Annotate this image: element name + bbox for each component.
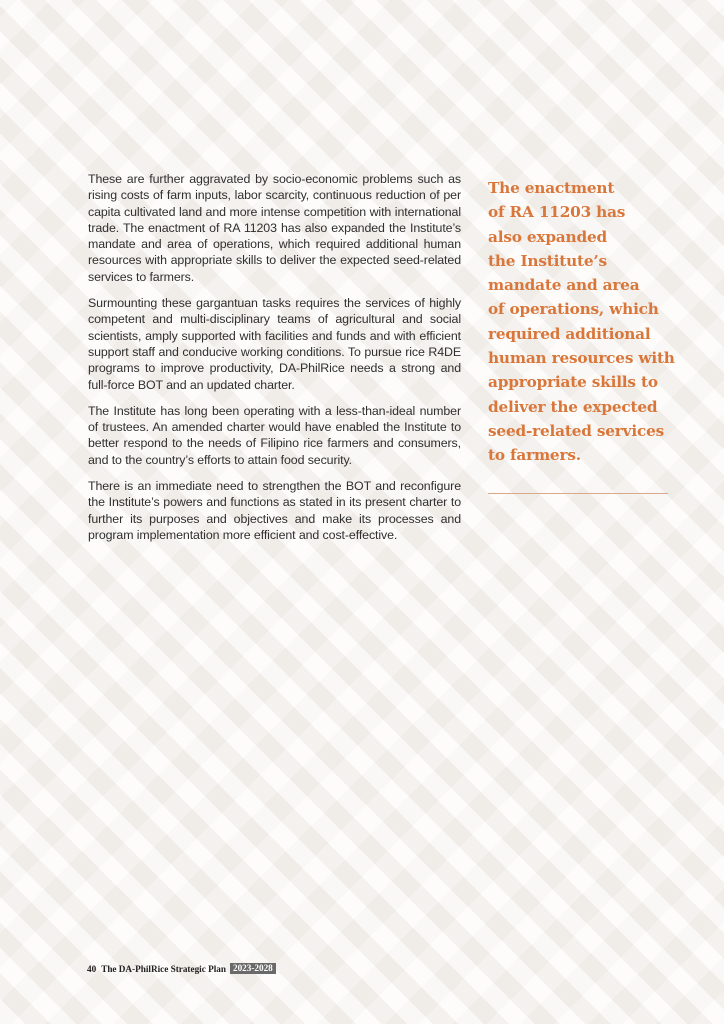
pull-quote-line: required additional — [488, 324, 651, 343]
pull-quote-line: of operations, which — [488, 300, 659, 319]
pull-quote-line: the Institute’s — [488, 251, 607, 270]
pull-quote-line: appropriate skills to — [488, 373, 658, 392]
body-paragraph: The Institute has long been operating with a less-than-ideal number of trustees. An amended charter would have enabled the Institute to better respond to the needs of Filipino rice farmers and consumers, and to the country’s efforts to attain food security. — [88, 403, 461, 467]
pull-quote-line: The enactment — [488, 179, 615, 197]
pull-quote — [488, 176, 673, 468]
body-paragraph: These are further aggravated by socio-economic problems such as rising costs of farm inputs, labor scarcity, continuous reduction of per capita cultivated land and more intense competition with international trade. The enactment of RA 11203 has also expanded the Institute’s mandate and area of operations, which required additional human resources with appropriate skills to deliver the expected seed-related services to farmers. — [88, 172, 461, 284]
plan-years-badge: 2023-2028 — [230, 963, 276, 974]
pull-quote-line: to farmers. — [488, 446, 581, 465]
pull-quote-line: of RA 11203 has — [488, 203, 626, 222]
pull-quote-divider — [488, 493, 668, 494]
pull-quote-line: also expanded — [488, 227, 607, 246]
pull-quote-line: seed-related services — [488, 421, 665, 440]
pull-quote-line: human resources with — [488, 349, 675, 368]
pull-quote-line: deliver the expected — [488, 397, 658, 416]
page-number: 40 — [87, 963, 97, 974]
pull-quote-line: mandate and area — [488, 276, 640, 295]
body-paragraph: There is an immediate need to strengthen the BOT and reconfigure the Institute’s powers and functions as stated in its present charter to further its purposes and objectives and make its processes and program implementation more efficient and cost-effective. — [88, 479, 461, 542]
page-footer — [87, 963, 276, 974]
body-text-column — [88, 171, 461, 553]
body-paragraph: Surmounting these gargantuan tasks requires the services of highly competent and multi-disciplinary teams of agricultural and social scientists, amply supported with facilities and funds and with efficient support staff and conducive working conditions. To pursue rice R4DE programs to improve productivity, DA-PhilRice needs a strong and full-force BOT and an updated charter. — [88, 296, 461, 392]
publication-title: The DA-PhilRice Strategic Plan — [101, 963, 226, 974]
